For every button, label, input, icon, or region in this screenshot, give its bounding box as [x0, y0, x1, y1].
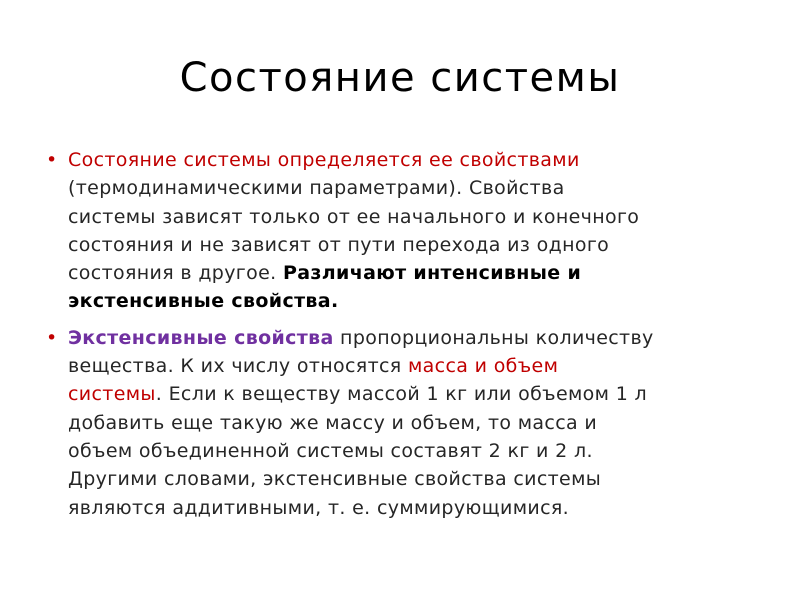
bullet-icon: •: [46, 326, 58, 349]
text-segment: являются аддитивными, т. е. суммирующимися.: [68, 496, 570, 519]
text-segment: Различают интенсивные и: [282, 262, 582, 285]
text-segment: системы зависят только от ее начального и конечного: [68, 205, 640, 228]
text-line: [68, 409, 800, 437]
text-segment: Состояние системы определяется ее свойствами: [68, 149, 580, 171]
text-segment: масса и объем: [407, 355, 559, 378]
bullet-icon: •: [46, 149, 58, 171]
text-segment: системы: [68, 383, 156, 406]
text-line: [68, 352, 800, 380]
slide-title: Состояние системы: [179, 55, 621, 101]
text-line: [68, 146, 800, 174]
text-segment: Экстенсивные свойства: [68, 326, 334, 349]
text-line: [68, 324, 800, 352]
text-segment: состояния и не зависят от пути перехода из одного: [68, 233, 610, 256]
text-line: [68, 174, 800, 202]
bullet-item: [0, 146, 800, 316]
text-segment: вещества. К их числу относятся: [68, 355, 408, 378]
text-segment: добавить еще такую же массу и объем, то масса и: [68, 411, 598, 434]
text-segment: . Если к веществу массой 1 кг или объемом 1 л: [155, 383, 648, 406]
text-line: [68, 380, 800, 408]
text-line: [68, 203, 800, 231]
text-segment: объем объединенной системы составят 2 кг и 2 л.: [68, 439, 593, 462]
text-segment: (термодинамическими параметрами). Свойства: [68, 177, 565, 200]
text-line: [68, 437, 800, 465]
text-segment: пропорциональны количеству: [333, 326, 654, 349]
text-segment: экстенсивные свойства.: [68, 290, 339, 313]
bullet-item: [0, 324, 800, 522]
text-line: [68, 287, 800, 315]
text-line: [68, 494, 800, 522]
text-line: [68, 231, 800, 259]
bullet-list: [0, 146, 800, 530]
text-line: [68, 465, 800, 493]
text-line: [68, 259, 800, 287]
text-segment: состояния в другое.: [68, 262, 283, 285]
text-segment: Другими словами, экстенсивные свойства системы: [68, 468, 602, 491]
